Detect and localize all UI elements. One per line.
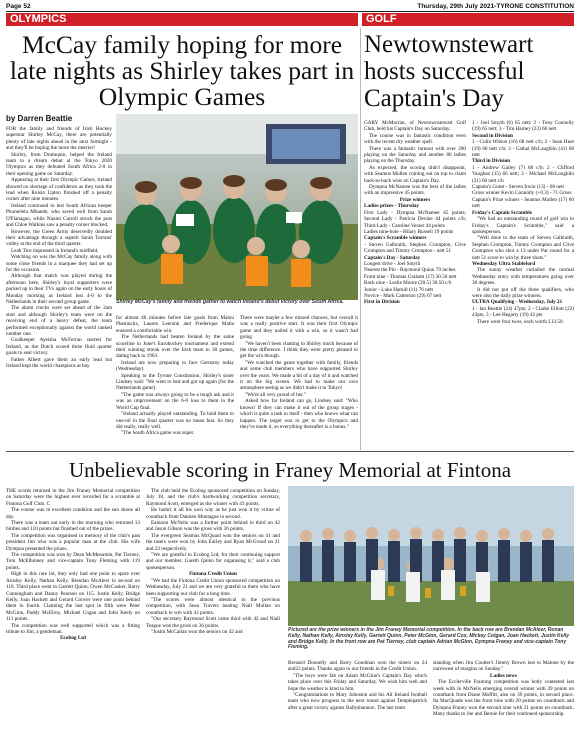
section-rule	[6, 451, 574, 452]
paragraph: High in this rare lot, they only had one point to spare over Ainsley Kelly, Nathan Kelly, Brendan McAleer in second on 118. Third place went to Garrett Quinn, Owen McCusker, Barry Cunningham and Danny Pearson on 115. Justin Kelly, Bridge Kelly, Joan Hackett and Gerard Coover were one point behind them in fourth. Claiming the last spot in fifth were Peter McGinn, Paddy McElroy, Michael Cogan and John Keely on 111 points.	[6, 571, 140, 623]
paragraph: The Netherlands had beaten Ireland by the same scoreline in June's Eurohockey tournament and extend their winning streak over the Irish team to 30 games, dating back to 1963.	[116, 334, 234, 360]
paragraph: 1 - Andrew Gailey (7) 68 c/b; 2 - Clifford Vaughan (15) 66 nett; 3 - Michael McLoughlin (31) 66 nett c/b	[472, 164, 574, 184]
golf-headline: Newtownstewart hosts successful Captain's Day	[364, 31, 534, 112]
paragraph: GARY McMorran, of Newtownstewart Golf Club, held his Captain's Day on Saturday.	[364, 120, 466, 133]
paragraph: There was a team out early in the morning who returned 13 birdies and 110 points but finished out of the prizes.	[6, 520, 140, 533]
franey-headline: Unbelievable scoring in Franey Memorial at Fintona	[68, 458, 512, 482]
paragraph: There were four twos, each worth £13.50.	[477, 318, 564, 325]
paragraph: Although that match was played during the afternoon here, Shirley's loyal supporters were packed up in their TVs again on the early hours of Monday morning as Ireland lost 4-0 to the Netherlands in their second group game.	[6, 273, 112, 305]
paragraph: 1 - Colin Wilson (16) 68 nett c/b; 2 - Sean Huet (19) 66 nett c/b; 3 - Cathal McLaughlin (41) 68 nett	[472, 139, 574, 159]
paragraph: There were maybe a few missed chances, but overall it was a really positive start. It was their first Olympic game and they nailed it with a win, so it wasn't bad going.	[240, 315, 358, 341]
paragraph: - Steven Galbraith, Stephen Crompton, Clive Crompton and Timmy Crompton - nett 51	[364, 241, 466, 255]
paragraph: Shirley, from Drumquin, helped the Ireland team to a dream debut at the Tokyo 2020 Olympics as they defeated South Africa 2-0 in their opening game on Saturday.	[6, 151, 112, 177]
paragraph: Wednesday Ultra Stableford	[472, 260, 536, 267]
paragraph: There was a fantastic turnout with over 200 playing on the Saturday and another 80 ladies playing on the Thursday.	[364, 145, 466, 165]
paragraph: Third in Division	[472, 158, 511, 165]
paragraph: "We watched the game together with family, friends and some club members who have supported Shirley over the years. We made a bit of a day of it and watched it on the big screen. We had to make our own atmosphere seeing as we didn't make it to Tokyo!	[240, 359, 358, 392]
paragraph: ULTRA Qualifying - Wednesday, July 21	[472, 299, 563, 306]
paragraph: Asked how far Ireland can go, Lindsey said: "Who knows! If they can make it out of the group stages - which is quite a task in itself - then who knows what can happen. The target was to get to the Olympics and they've made it, so everything thereafter is a bonus."	[240, 398, 358, 430]
paragraph: "We had an outstanding round of golf win in Friday's Captain's Scramble," said a spokesperson.	[472, 216, 574, 235]
olympics-photo	[116, 114, 358, 300]
paragraph: "The boys were fab on Adam McGinn's Captain's Day which takes place over this Friday and Saturday. We wish him well and hope the weather is kind to him.	[288, 672, 427, 692]
paragraph: Junior - Luke Hamill (11) 76 nett	[364, 286, 433, 293]
paragraph: "The game was always going to be a tough ask and it was an improvement on the 6-0 loss to them in the World Cup final.	[116, 391, 234, 411]
paragraph: Prize winners	[399, 196, 431, 203]
paragraph: Ladies nine-hole - Hilary Russell 19 points	[364, 228, 454, 235]
section-olympics: OLYMPICS	[6, 13, 358, 26]
section-golf: GOLF	[362, 13, 574, 26]
paragraph: The competition was won by Dean McMenamin, Pat Tierney, Tom McElhinney and vice-captain Tony Fleming with 119 points.	[6, 552, 140, 571]
paragraph: for almost 40 minutes before late goals from Malou Pheninckx, Lauren Leenink and Frederique Matla ensured a comfortable win.	[116, 315, 234, 334]
paragraph: "Justin McCallan won the seniors on 42 and	[151, 628, 243, 635]
paragraph: Captain's Scramble winners	[364, 235, 427, 242]
issue-date: Thursday, 29th July 2021-TYRONE CONSTITUTION	[417, 3, 574, 10]
paragraph: However, the Green Army deservedly doubled their advantage through a superb Sarah Torrans' volley at the end of the third quarter.	[6, 228, 112, 248]
paragraph: Second in Division	[472, 132, 513, 139]
paragraph: Ladies prizes - Thursday	[364, 203, 420, 210]
paragraph: The sunny weather curtailed the normal Wednesday entry with temperatures going over 30 degrees.	[472, 267, 574, 287]
franey-caption: Pictured are the prize winners in the Jim Franey Memorial competition. In the back row are Brendan McAleer, Ronan Kelly, Nathan Kelly, Ainsley Kelly, Garrett Quinn, Peter McGinn, Gerard Cox, Mickey Colgan, Joan Hackett, Justin Kelly and Bridge Kelly. In the front row are Pat Tierney, club captain Adrian McGinn, Dympna Franey and vice-captain Tony Fleming.	[288, 627, 570, 651]
paragraph: "Our secretary Raymond Scott came third with 42 and Niall Teague won the gross on 36 points.	[146, 616, 280, 629]
paragraph: "We are grateful to Ecobog Ltd, for their continuing support and our member, Gareth Quinn for organising it," said a club spokesperson.	[146, 552, 280, 571]
paragraph: Dympna McNamee was the best of the ladies with an impressive 45 points.	[364, 184, 466, 197]
paragraph: The course was in excellent condition and the sun shone all day.	[6, 507, 140, 520]
paragraph: First Lady - Dympna McNamee 45 points; Second Lady - Patricia Devine 44 points c/b; Third Lady - Caroline Veraer 44 points	[364, 209, 466, 229]
paragraph: Leah Tice impressed in Ireland's midfield.	[11, 247, 99, 254]
paragraph: The course was in fantastic condition even with the recent dry weather spell.	[364, 132, 466, 146]
paragraph: 1 - Ian Beattie (24) 47pts; 2 - Clarke Elliott (22) 43pts; 3 - Lee Hegarty (19) 42 pts	[472, 305, 574, 319]
paragraph: Ireland continued to test South African keeper Phumelela Mbande, who saved well from Sarah O'Flanagan, while Naomi Carroll struck the post and Chloe Watkins saw a penalty corner blocked.	[6, 202, 112, 229]
paragraph: Eamonn McNelis was a further point behind in third on 42 and Jason Gibson was the gross with 36 points.	[146, 520, 280, 533]
paragraph: Appearing at their first Olympic Games, Ireland showed no shortage of confidence as they took the lead when Roisin Upton finished off a penalty corner after nine minutes.	[6, 177, 112, 203]
paragraph: The competition was organised in memory of the club's past president Jim who was a popular man at the club. His wife Dympna presented the prizes.	[6, 532, 140, 552]
paragraph: Friday's Captain Scramble	[472, 209, 532, 216]
paragraph: Watching on was the McCay family along with some close friends in a marquee they had set up for the occasion.	[6, 254, 112, 273]
olympics-column-1	[6, 126, 112, 448]
paragraph: "We're all very proud of her."	[245, 391, 306, 398]
paragraph: Ecobog Ltd	[60, 635, 86, 642]
prize-winners-photo	[288, 486, 574, 626]
paragraph: Back nine - Leslie Moore (20.5) 30.50 c/b	[364, 280, 452, 287]
paragraph: Speaking to the Tyrone Constitution, Shirley's sister Lindsey said: "We went to bed and got up again [for the Netherlands game].	[116, 372, 234, 392]
paragraph: The Ecclerville Framing competition was hotly contested last week with Jo McNelis emerging overall winner with 39 points on countback from Diane Moffitt, also on 39 points, in second place. Ita MacQuade was the front nine with 20 points on countback and Dympna Franey won the second nine with 21 points on countback. Many thanks to Joe and Bernie for their continued sponsorship.	[433, 679, 574, 718]
olympics-headline: McCay family hoping for more late nights as Shirley takes part in Olympic Games	[9, 30, 355, 111]
byline: by Darren Beattie	[6, 114, 73, 123]
paragraph: "Well done to the team of Steven Galbraith, Stephen Crompton, Timmy Crompton and Clive Crompton who shot a 13 under Par round for a nett 51 score to win by three shots."	[472, 235, 574, 261]
paragraph: THE scores returned in the Jim Franey Memorial competition on Saturday were the highest ever recorded for a scramble at Fintona Golf Club. C	[6, 488, 140, 507]
olympics-caption: Shirley McCay's family and friends gather to watch Ireland's debut victory over South Africa.	[116, 299, 344, 305]
paragraph: The club held the Ecobog sponsored competition on Sunday, July 18, and the club's hardworking competition secretary, Raymond Scott, emerged as the winner with 43 points.	[146, 488, 280, 507]
franey-photo	[288, 486, 574, 626]
franey-column-1	[6, 488, 140, 734]
paragraph: Bernard Donnelly and Barry Goodman won the niners on 24 and23 points. Thanks again to our friends in the Credit Union.	[288, 660, 427, 673]
paragraph: "Congratulations to Mary Johnston and his All Ireland football team who now progress to the next round against Templepatrick after a great victory against Ballyshannon. The last team	[288, 692, 427, 711]
olympics-column-2	[116, 315, 234, 448]
paragraph: Ladies news	[490, 672, 517, 679]
paragraph: "Ireland actually played outstanding. To hold them to one-nil in the final quarter was no mean feat. So they did really, really well.	[116, 411, 234, 430]
paragraph: FOR the family and friends of Irish Hockey superstar Shirley McCay, there are potentially plenty of late nights ahead in the next fortnight - and they'll be hoping the more the merrier!	[6, 126, 112, 152]
paragraph: First in Division	[364, 299, 400, 306]
paragraph: "The scores were almost identical to the previous competition, with Sean Travers beating Niall Mullan on countback to win with 43 points.	[146, 596, 280, 616]
paragraph: "We had the Fintona Credit Union sponsored competition on Wednesday, July 21 and we are very grateful to them who have been supporting our club for a long time.	[146, 577, 280, 597]
paragraph: "We haven't been chatting to Shirley much because of the time difference. I think they were pretty pleased to get the win though.	[240, 340, 358, 360]
page-number: Page 52	[6, 3, 31, 10]
paragraph: Fintona Credit Union	[189, 571, 237, 578]
paragraph: 1 - Joel Smyth (6) 65 nett; 2 - Tony Connolly (19) 65 nett; 3 - Tim Harney (23) 66 nett	[472, 120, 574, 133]
paragraph: The alarm clocks were set ahead of the 2am start and although Shirley's team were on the receiving end of a heavy defeat, the team performed exceptionally against the world ranked number one.	[6, 305, 112, 337]
paragraph: The evergreen Seamus McQuaid won the seniors on 41 and the tasers were won by John Earley and Ryan McGrood on 21 and 23 respectively.	[146, 532, 280, 552]
paragraph: The competition was well supported which was a fitting tribute to Jim, a gentleman.	[6, 622, 140, 635]
paragraph: Gross winner Kevin Connolly (+0.3) - 71 Gross	[472, 190, 572, 197]
paragraph: Nearest the Pin - Raymond Quinn 79 inches	[364, 267, 456, 274]
paragraph: Longest drive - Joel Smyth	[364, 260, 421, 267]
paragraph: Father Albert gave them an early lead but Ireland kept the world champions at bay	[6, 356, 112, 370]
paragraph: As expected, the scoring didn't disappoint, with Seamus Mullen coming out on top to claim back-to-back wins on Captain's Day.	[364, 164, 466, 184]
paragraph: It did not put off the three qualifiers, who were also the daily prize winners.	[472, 286, 574, 299]
vertical-divider	[360, 28, 361, 450]
franey-column-4	[433, 660, 574, 734]
olympics-column-3	[240, 315, 358, 448]
golf-column-2	[472, 120, 574, 450]
franey-column-3	[288, 660, 427, 734]
paragraph: "The South Africa game was super.	[121, 430, 195, 437]
paragraph: standing when Jim Coulter's Jimmy Brown lost to Malone by the narrowest of margins on Sunday."	[433, 660, 574, 673]
paragraph: Ireland are now preparing to face Germany today (Wednesday).	[116, 359, 234, 373]
family-group-photo	[116, 114, 358, 300]
paragraph: Novice - Mark Catterson (29) 67 nett	[364, 292, 442, 299]
paragraph: Captain's Day - Saturday	[364, 254, 421, 261]
paragraph: Captain's Prize winner - Seamus Mullen (17) 60 nett	[472, 196, 574, 210]
paragraph: Front nine - Thomas Graham (17) 30.50 nett	[364, 273, 457, 280]
franey-column-2	[146, 488, 280, 734]
paragraph: Captain's Guest - Steven Irwin (13) - 68 nett	[472, 184, 564, 191]
paragraph: Goalkeeper Ayeisha McFerran starred for Ireland, as the Dutch scored three fluid quarter goals to seal victory.	[6, 337, 112, 357]
golf-column-1	[364, 120, 466, 450]
header-rule	[6, 11, 574, 12]
paragraph: He hadn't it all his own way as he just won it by virtue of countback from Damien Montague in second.	[146, 507, 280, 520]
